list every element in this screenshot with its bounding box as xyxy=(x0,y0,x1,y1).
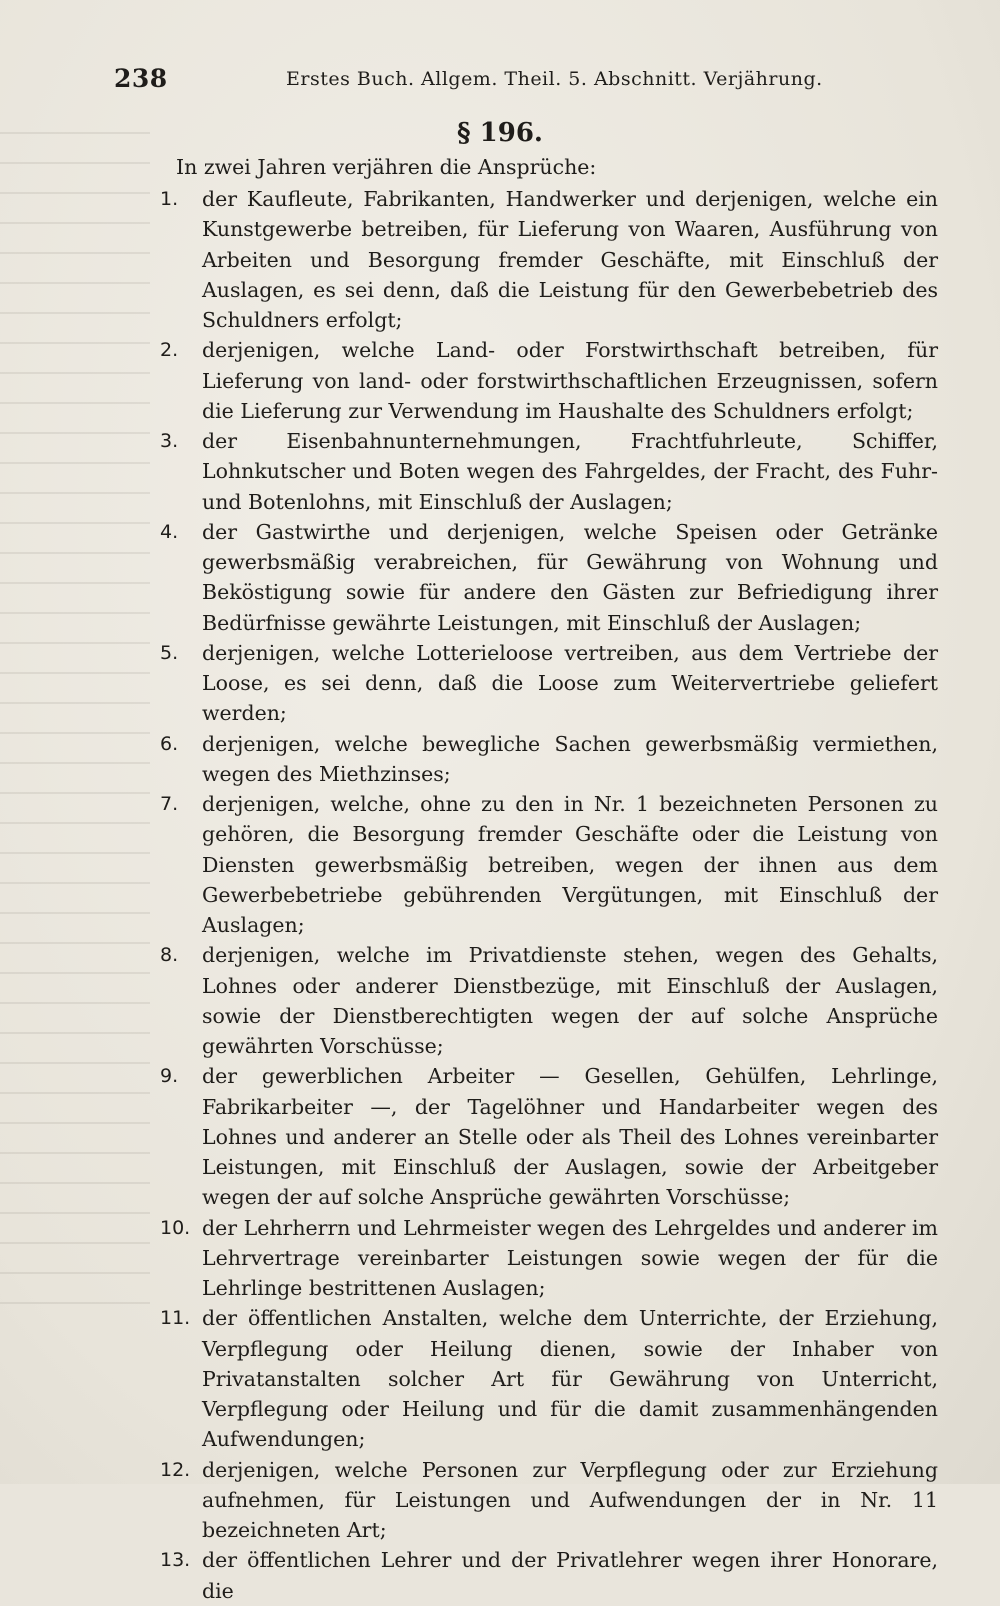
item-number: 3. xyxy=(160,430,179,452)
section-title: § 196. xyxy=(457,118,543,148)
item-number: 8. xyxy=(160,944,179,967)
list-item xyxy=(160,184,938,335)
list-item xyxy=(160,1303,938,1454)
list-item xyxy=(160,789,938,940)
item-number: 11. xyxy=(160,1307,191,1330)
list-item xyxy=(160,1455,938,1546)
list-item xyxy=(160,638,938,729)
bleed-through-texture xyxy=(0,110,150,1310)
item-text: der öffentlichen Anstalten, welche dem Unterrichte, der Erziehung, Verpflegung oder Heilung dienen, sowie der Inhaber von Privatanstalten solcher Art für Gewährung von Unterricht, Verpflegung oder Heilung und für die damit zusammenhängenden Aufwendungen; xyxy=(202,1306,938,1452)
section-intro: In zwei Jahren verjähren die Ansprüche: xyxy=(176,155,597,179)
list-item xyxy=(160,335,938,426)
item-number: 12. xyxy=(160,1458,191,1481)
item-text: derjenigen, welche, ohne zu den in Nr. 1 bezeichneten Personen zu gehören, die Besorgung fremder Geschäfte oder die Leistung von Diensten gewerbsmäßig betreiben, wegen der ihnen aus dem Gewerbebetriebe gebührenden Vergütungen, mit Einschluß der Auslagen; xyxy=(202,792,938,937)
item-text: der Eisenbahnunternehmungen, Frachtfuhrleute, Schiffer, Lohnkutscher und Boten wegen des Fahrgeldes, der Fracht, des Fuhr- und Botenlohns, mit Einschluß der Auslagen; xyxy=(202,429,938,514)
item-text: der Lehrherrn und Lehrmeister wegen des Lehrgeldes und anderer im Lehrvertrage vereinbarter Leistungen sowie wegen der für die Lehrlinge bestrittenen Auslagen; xyxy=(202,1215,938,1300)
item-number: 9. xyxy=(160,1065,179,1088)
item-number: 13. xyxy=(160,1549,191,1572)
item-number: 4. xyxy=(160,520,179,543)
item-number: 1. xyxy=(160,188,179,210)
item-text: der Kaufleute, Fabrikanten, Handwerker und derjenigen, welche ein Kunstgewerbe betreiben, für Lieferung von Waaren, Ausführung von Arbeiten und Besorgung fremder Geschäfte, mit Einschluß der Auslagen, es sei denn, daß die Leistung für den Gewerbebetrieb des Schuldners erfolgt; xyxy=(202,187,938,332)
list-item xyxy=(160,940,938,1061)
item-text: der Gastwirthe und derjenigen, welche Speisen oder Getränke gewerbsmäßig verabreichen, für Gewährung von Wohnung und Beköstigung sowie für andere den Gästen zur Befriedigung ihrer Bedürfnisse gewährte Leistungen, mit Einschluß der Auslagen; xyxy=(202,519,938,635)
item-text: derjenigen, welche im Privatdienste stehen, wegen des Gehalts, Lohnes oder anderer Dienstbezüge, mit Einschluß der Auslagen, sowie der Dienstberechtigten wegen der auf solche Ansprüche gewährten Vorschüsse; xyxy=(202,943,938,1058)
list-item xyxy=(160,1061,938,1212)
list-item xyxy=(160,1213,938,1304)
item-number: 6. xyxy=(160,732,179,755)
list-item xyxy=(160,426,938,517)
item-number: 7. xyxy=(160,793,179,815)
claims-list xyxy=(160,184,938,1606)
running-head: Erstes Buch. Allgem. Theil. 5. Abschnitt. Verjährung. xyxy=(286,68,823,90)
page-header xyxy=(114,64,928,104)
item-text: der gewerblichen Arbeiter — Gesellen, Gehülfen, Lehrlinge, Fabrikarbeiter —, der Tagelöhner und Handarbeiter wegen des Lohnes und anderer an Stelle oder als Theil des Lohnes vereinbarter Leistungen, mit Einschluß der Auslagen, sowie der Arbeitgeber wegen der auf solche Ansprüche gewährten Vorschüsse; xyxy=(202,1064,938,1210)
list-item xyxy=(160,1545,938,1606)
page-number: 238 xyxy=(114,64,168,93)
item-number: 5. xyxy=(160,641,179,664)
list-item xyxy=(160,729,938,790)
item-text: derjenigen, welche Lotterieloose vertreiben, aus dem Vertriebe der Loose, es sei denn, daß die Loose zum Weitervertriebe geliefert werden; xyxy=(202,640,938,726)
item-number: 10. xyxy=(160,1216,191,1239)
item-text: derjenigen, welche bewegliche Sachen gewerbsmäßig vermiethen, wegen des Miethzinses; xyxy=(202,731,938,786)
item-number: 2. xyxy=(160,339,179,362)
item-text: derjenigen, welche Land- oder Forstwirthschaft betreiben, für Lieferung von land- oder forstwirthschaftlichen Erzeugnissen, sofern die Lieferung zur Verwendung im Haushalte des Schuldners erfolgt; xyxy=(202,338,938,423)
list-item xyxy=(160,517,938,638)
item-text: derjenigen, welche Personen zur Verpflegung oder zur Erziehung aufnehmen, für Leistungen und Aufwendungen der in Nr. 11 bezeichneten Art; xyxy=(202,1457,938,1542)
item-text: der öffentlichen Lehrer und der Privatlehrer wegen ihrer Honorare, die xyxy=(202,1548,938,1603)
